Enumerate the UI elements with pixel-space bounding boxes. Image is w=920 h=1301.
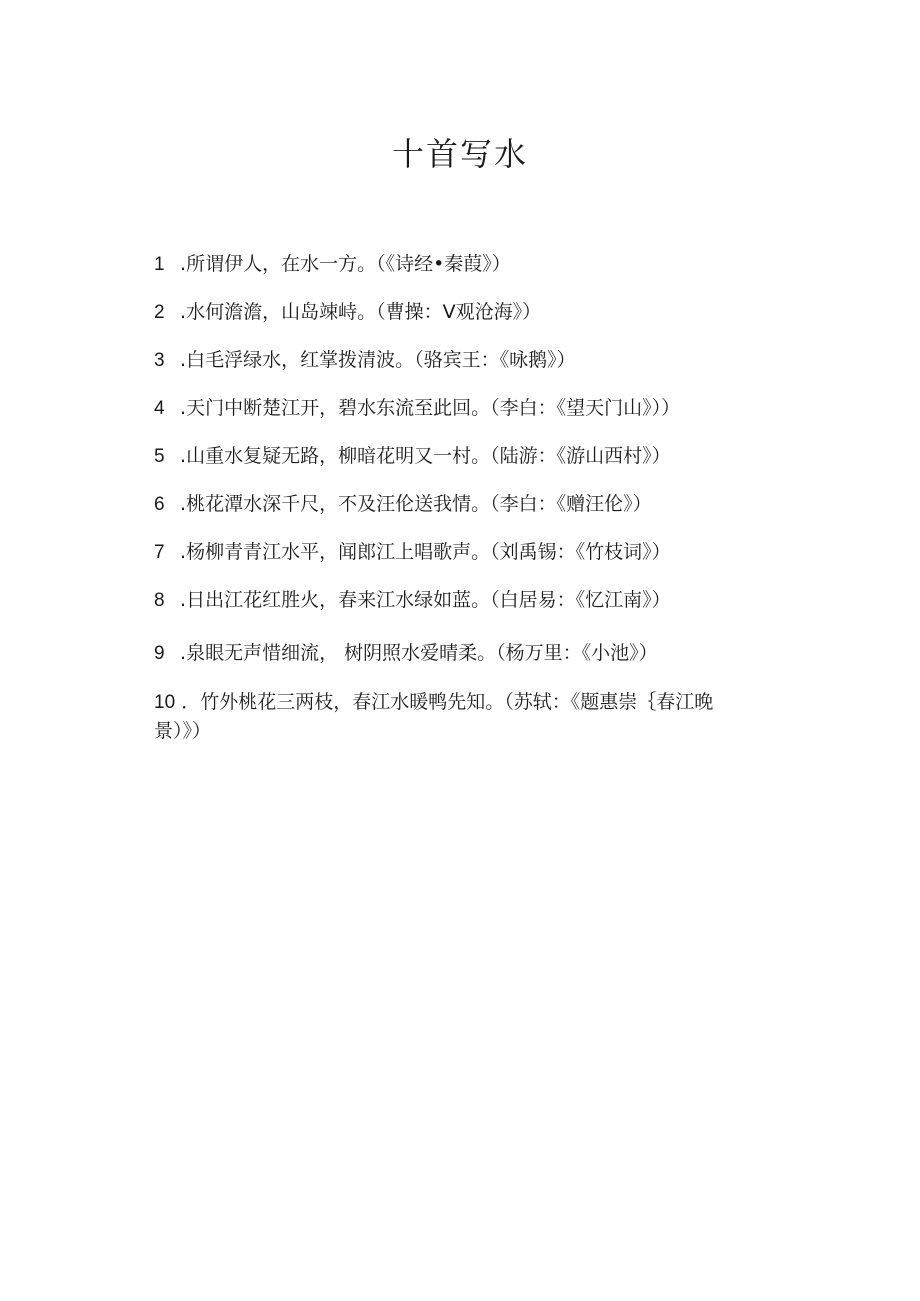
list-item — [154, 347, 754, 374]
item-text: .桃花潭水深千尺，不及汪伦送我情。（李白：《赠汪伦》） — [180, 493, 652, 515]
item-number: 7 — [154, 542, 165, 563]
item-number: 3 — [154, 350, 165, 371]
item-text: .泉眼无声惜细流， 树阴照水爱晴柔。（杨万里：《小池》） — [180, 642, 658, 664]
item-text: .天门中断楚江开，碧水东流至此回。（李白：《望天门山》）） — [180, 397, 681, 419]
list-item — [154, 395, 754, 422]
item-text: .山重水复疑无路，柳暗花明又一村。（陆游：《游山西村》） — [180, 445, 671, 467]
item-number: 2 — [154, 302, 165, 323]
item-number: 10 — [154, 692, 176, 713]
item-number: 8 — [154, 590, 165, 611]
item-text: ．竹外桃花三两枝，春江水暖鸭先知。（苏轼：《题惠崇｛春江晚景）》） — [154, 691, 714, 742]
item-text: .所谓伊人，在水一方。（《诗经•秦葭》） — [180, 253, 511, 275]
page-title: 十首写水 — [391, 135, 528, 173]
item-number: 5 — [154, 446, 165, 467]
item-number: 4 — [154, 398, 165, 419]
list-item — [154, 443, 754, 470]
list-item — [154, 688, 754, 745]
item-number: 9 — [154, 643, 165, 664]
list-item — [154, 251, 754, 278]
item-text: .水何澹澹，山岛竦峙。（曹操：V观沧海》） — [180, 301, 542, 323]
item-text: .杨柳青青江水平，闻郎江上唱歌声。（刘禹锡：《竹枝词》） — [180, 541, 671, 563]
list-item — [154, 539, 754, 566]
item-text: .白毛浮绿水，红掌拨清波。（骆宾王：《咏鹅》） — [180, 349, 576, 371]
list-item — [154, 491, 754, 518]
item-number: 6 — [154, 494, 165, 515]
list-item — [154, 299, 754, 326]
item-number: 1 — [154, 254, 165, 275]
list-item — [154, 640, 754, 667]
list-item — [154, 587, 754, 614]
item-text: .日出江花红胜火，春来江水绿如蓝。（白居易：《忆江南》） — [180, 589, 671, 611]
